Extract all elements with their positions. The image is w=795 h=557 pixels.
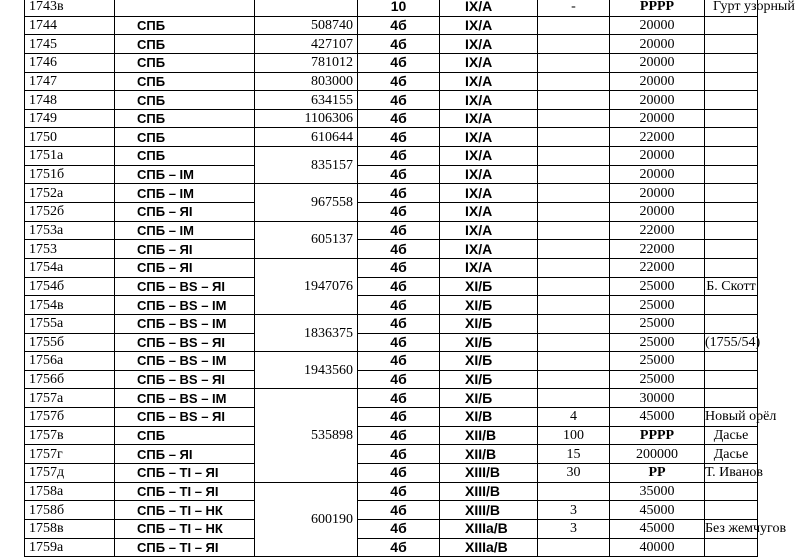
quantity-cell — [538, 184, 610, 203]
table-row — [25, 314, 758, 333]
quantity-cell — [538, 389, 610, 408]
type-cell: IX/А — [440, 109, 538, 128]
catalog-number-cell: 1745 — [25, 35, 115, 54]
catalog-number-cell: 1756б — [25, 370, 115, 389]
catalog-number-cell: 1758в — [25, 519, 115, 538]
catalog-number-cell: 1757г — [25, 445, 115, 464]
note-cell — [705, 184, 758, 203]
mintage-cell: 610644 — [255, 128, 358, 147]
denomination-cell: 4б — [358, 165, 440, 184]
table-row — [25, 296, 758, 315]
price-cell: 20000 — [610, 16, 705, 35]
catalog-number-cell: 1750 — [25, 128, 115, 147]
catalog-number-cell: 1753 — [25, 240, 115, 259]
type-cell: XII/В — [440, 445, 538, 464]
mintage-cell: 781012 — [255, 53, 358, 72]
price-cell: 20000 — [610, 91, 705, 110]
mint-marks-cell: СПБ — [115, 16, 255, 35]
mint-marks-cell: СПБ — [115, 53, 255, 72]
denomination-cell: 4б — [358, 147, 440, 166]
denomination-cell: 4б — [358, 91, 440, 110]
denomination-cell: 4б — [358, 314, 440, 333]
mintage-cell: 967558 — [255, 184, 358, 221]
price-cell: 45000 — [610, 408, 705, 427]
table-row — [25, 538, 758, 557]
mint-marks-cell: СПБ – TI – ЯI — [115, 464, 255, 483]
type-cell: XI/Б — [440, 296, 538, 315]
mint-marks-cell: СПБ – IM — [115, 184, 255, 203]
denomination-cell: 4б — [358, 538, 440, 557]
note-cell — [705, 352, 758, 371]
quantity-cell — [538, 109, 610, 128]
catalog-number-cell: 1757а — [25, 389, 115, 408]
note-cell: Гурт узорный — [705, 0, 758, 16]
note-cell — [705, 482, 758, 501]
mint-marks-cell: СПБ – TI – ЯI — [115, 482, 255, 501]
quantity-cell — [538, 35, 610, 54]
denomination-cell: 4б — [358, 184, 440, 203]
catalog-number-cell: 1743в — [25, 0, 115, 16]
table-row — [25, 352, 758, 371]
denomination-cell: 10 — [358, 0, 440, 16]
note-cell — [705, 221, 758, 240]
price-cell: 25000 — [610, 277, 705, 296]
catalog-number-cell: 1755б — [25, 333, 115, 352]
type-cell: IX/А — [440, 72, 538, 91]
catalog-number-cell: 1744 — [25, 16, 115, 35]
mintage-cell: 508740 — [255, 16, 358, 35]
table-row — [25, 519, 758, 538]
denomination-cell: 4б — [358, 109, 440, 128]
table-row — [25, 277, 758, 296]
price-cell: РРРР — [610, 0, 705, 16]
denomination-cell: 4б — [358, 203, 440, 222]
price-cell: 20000 — [610, 72, 705, 91]
table-row — [25, 221, 758, 240]
type-cell: IX/А — [440, 0, 538, 16]
catalog-number-cell: 1755а — [25, 314, 115, 333]
denomination-cell: 4б — [358, 128, 440, 147]
denomination-cell: 4б — [358, 53, 440, 72]
denomination-cell: 4б — [358, 445, 440, 464]
price-cell: 25000 — [610, 333, 705, 352]
mint-marks-cell: СПБ — [115, 109, 255, 128]
mintage-cell: 1836375 — [255, 314, 358, 351]
quantity-cell — [538, 128, 610, 147]
table-row — [25, 482, 758, 501]
price-cell: РРРР — [610, 426, 705, 445]
mint-marks-cell: СПБ – BS – IM — [115, 352, 255, 371]
denomination-cell: 4б — [358, 240, 440, 259]
table-row — [25, 426, 758, 445]
mintage-cell: 605137 — [255, 221, 358, 258]
price-cell: 22000 — [610, 258, 705, 277]
type-cell: IX/А — [440, 16, 538, 35]
mint-marks-cell: СПБ – BS – IM — [115, 296, 255, 315]
denomination-cell: 4б — [358, 221, 440, 240]
table-row — [25, 464, 758, 483]
type-cell: IX/А — [440, 184, 538, 203]
price-cell: 22000 — [610, 240, 705, 259]
type-cell: XIII/В — [440, 464, 538, 483]
denomination-cell: 4б — [358, 426, 440, 445]
note-cell: Т. Иванов — [705, 465, 764, 481]
mint-marks-cell: СПБ — [115, 72, 255, 91]
table-row — [25, 333, 758, 352]
note-cell: Б. Скотт — [706, 278, 756, 294]
type-cell: XI/Б — [440, 277, 538, 296]
denomination-cell: 4б — [358, 352, 440, 371]
mint-marks-cell: СПБ – BS – IM — [115, 389, 255, 408]
note-cell — [705, 128, 758, 147]
table-row — [25, 91, 758, 110]
price-cell: РР — [610, 464, 705, 483]
note-cell — [705, 16, 758, 35]
mintage-cell: 427107 — [255, 35, 358, 54]
price-cell: 45000 — [610, 501, 705, 520]
denomination-cell: 4б — [358, 501, 440, 520]
mintage-cell: 835157 — [255, 147, 358, 184]
table-row — [25, 128, 758, 147]
price-cell: 40000 — [610, 538, 705, 557]
catalog-number-cell: 1754а — [25, 258, 115, 277]
quantity-cell — [538, 240, 610, 259]
note-cell — [705, 501, 758, 520]
price-cell: 35000 — [610, 482, 705, 501]
type-cell: XIII/В — [440, 482, 538, 501]
note-cell — [705, 296, 758, 315]
mintage-cell: 1943560 — [255, 352, 358, 389]
note-cell — [705, 53, 758, 72]
mintage-cell: 634155 — [255, 91, 358, 110]
price-cell: 20000 — [610, 109, 705, 128]
table-row — [25, 408, 758, 427]
mint-marks-cell: СПБ — [115, 35, 255, 54]
type-cell: IX/А — [440, 221, 538, 240]
mint-marks-cell: СПБ — [115, 91, 255, 110]
type-cell: XI/Б — [440, 314, 538, 333]
catalog-number-cell: 1759а — [25, 538, 115, 557]
mint-marks-cell: СПБ – IM — [115, 165, 255, 184]
mint-marks-cell: СПБ – BS – ЯI — [115, 277, 255, 296]
mint-marks-cell: СПБ – BS – ЯI — [115, 408, 255, 427]
note-cell: Без жемчугов — [705, 521, 787, 537]
mintage-cell: 1106306 — [255, 109, 358, 128]
type-cell: IX/А — [440, 203, 538, 222]
note-cell: Новый орёл — [705, 409, 777, 425]
table-row — [25, 16, 758, 35]
note-cell — [705, 203, 758, 222]
mint-marks-cell: СПБ – ЯI — [115, 240, 255, 259]
price-cell: 25000 — [610, 370, 705, 389]
price-cell: 25000 — [610, 296, 705, 315]
table-row — [25, 109, 758, 128]
type-cell: XI/Б — [440, 333, 538, 352]
note-cell — [705, 109, 758, 128]
price-cell: 30000 — [610, 389, 705, 408]
table-row — [25, 35, 758, 54]
price-cell: 20000 — [610, 53, 705, 72]
note-cell — [705, 35, 758, 54]
note-cell — [705, 240, 758, 259]
quantity-cell — [538, 72, 610, 91]
mint-marks-cell: СПБ – BS – ЯI — [115, 370, 255, 389]
catalog-number-cell: 1758б — [25, 501, 115, 520]
table-row — [25, 53, 758, 72]
type-cell: IX/А — [440, 258, 538, 277]
mintage-cell: 1947076 — [255, 258, 358, 314]
type-cell: XIIIа/В — [440, 538, 538, 557]
note-cell — [705, 314, 758, 333]
mint-marks-cell: СПБ – BS – ЯI — [115, 333, 255, 352]
denomination-cell: 4б — [358, 72, 440, 91]
type-cell: IX/А — [440, 35, 538, 54]
catalog-number-cell: 1754в — [25, 296, 115, 315]
type-cell: IX/А — [440, 147, 538, 166]
table-row — [25, 445, 758, 464]
type-cell: IX/А — [440, 128, 538, 147]
quantity-cell — [538, 296, 610, 315]
note-cell — [705, 389, 758, 408]
table-row — [25, 184, 758, 203]
denomination-cell: 4б — [358, 277, 440, 296]
price-cell: 200000 — [610, 445, 705, 464]
mint-marks-cell: СПБ – ЯI — [115, 258, 255, 277]
mint-marks-cell: СПБ – ЯI — [115, 445, 255, 464]
note-cell: Дасье — [705, 426, 758, 445]
note-cell — [705, 370, 758, 389]
quantity-cell: 15 — [538, 445, 610, 464]
quantity-cell: - — [538, 0, 610, 16]
type-cell: XI/В — [440, 408, 538, 427]
quantity-cell: 100 — [538, 426, 610, 445]
note-cell: Дасье — [705, 445, 758, 464]
price-cell: 22000 — [610, 221, 705, 240]
quantity-cell — [538, 333, 610, 352]
catalog-number-cell: 1757д — [25, 464, 115, 483]
note-cell — [705, 538, 758, 557]
price-cell: 22000 — [610, 128, 705, 147]
note-cell — [705, 258, 758, 277]
mint-marks-cell: СПБ – TI – ЯI — [115, 538, 255, 557]
quantity-cell — [538, 165, 610, 184]
price-cell: 25000 — [610, 314, 705, 333]
mint-marks-cell: СПБ – ЯI — [115, 203, 255, 222]
quantity-cell — [538, 203, 610, 222]
type-cell: XI/Б — [440, 370, 538, 389]
type-cell: XIII/В — [440, 501, 538, 520]
mint-marks-cell: СПБ – TI – НК — [115, 519, 255, 538]
price-cell: 25000 — [610, 352, 705, 371]
catalog-number-cell: 1749 — [25, 109, 115, 128]
mint-marks-cell: СПБ – TI – НК — [115, 501, 255, 520]
denomination-cell: 4б — [358, 296, 440, 315]
type-cell: IX/А — [440, 165, 538, 184]
catalog-number-cell: 1751б — [25, 165, 115, 184]
table-row — [25, 147, 758, 166]
coin-catalog-table — [24, 0, 795, 557]
quantity-cell — [538, 277, 610, 296]
mint-marks-cell: СПБ – BS – IM — [115, 314, 255, 333]
note-cell — [705, 72, 758, 91]
price-cell: 45000 — [610, 519, 705, 538]
note-cell — [705, 165, 758, 184]
mint-marks-cell: СПБ — [115, 147, 255, 166]
denomination-cell: 4б — [358, 16, 440, 35]
type-cell: IX/А — [440, 53, 538, 72]
denomination-cell: 4б — [358, 408, 440, 427]
denomination-cell: 4б — [358, 389, 440, 408]
catalog-number-cell: 1746 — [25, 53, 115, 72]
table-row — [25, 165, 758, 184]
quantity-cell — [538, 147, 610, 166]
table-row — [25, 389, 758, 408]
type-cell: XI/Б — [440, 389, 538, 408]
denomination-cell: 4б — [358, 35, 440, 54]
quantity-cell — [538, 91, 610, 110]
price-cell: 20000 — [610, 35, 705, 54]
catalog-number-cell: 1748 — [25, 91, 115, 110]
type-cell: XI/Б — [440, 352, 538, 371]
quantity-cell: 30 — [538, 464, 610, 483]
note-cell: (1755/54) — [705, 334, 761, 350]
table-row — [25, 240, 758, 259]
catalog-number-cell: 1754б — [25, 277, 115, 296]
type-cell: IX/А — [440, 91, 538, 110]
catalog-number-cell: 1752б — [25, 203, 115, 222]
quantity-cell — [538, 53, 610, 72]
denomination-cell: 4б — [358, 258, 440, 277]
quantity-cell — [538, 370, 610, 389]
quantity-cell — [538, 314, 610, 333]
table-row — [25, 0, 758, 16]
quantity-cell — [538, 482, 610, 501]
mint-marks-cell: СПБ — [115, 426, 255, 445]
quantity-cell — [538, 16, 610, 35]
quantity-cell — [538, 352, 610, 371]
quantity-cell: 4 — [538, 408, 610, 427]
catalog-number-cell: 1752а — [25, 184, 115, 203]
catalog-number-cell: 1747 — [25, 72, 115, 91]
mint-marks-cell — [115, 0, 255, 16]
mint-marks-cell: СПБ — [115, 128, 255, 147]
price-cell: 20000 — [610, 203, 705, 222]
type-cell: XIIIа/В — [440, 519, 538, 538]
table-row — [25, 501, 758, 520]
type-cell: XII/В — [440, 426, 538, 445]
denomination-cell: 4б — [358, 519, 440, 538]
denomination-cell: 4б — [358, 482, 440, 501]
note-cell — [705, 147, 758, 166]
quantity-cell: 3 — [538, 501, 610, 520]
catalog-number-cell: 1753а — [25, 221, 115, 240]
quantity-cell — [538, 221, 610, 240]
type-cell: IX/А — [440, 240, 538, 259]
table-row — [25, 203, 758, 222]
catalog-number-cell: 1758а — [25, 482, 115, 501]
catalog-number-cell: 1756а — [25, 352, 115, 371]
denomination-cell: 4б — [358, 370, 440, 389]
table-row — [25, 370, 758, 389]
quantity-cell — [538, 538, 610, 557]
mintage-cell — [255, 0, 358, 16]
price-cell: 20000 — [610, 184, 705, 203]
quantity-cell: 3 — [538, 519, 610, 538]
mintage-cell: 803000 — [255, 72, 358, 91]
mintage-cell: 600190 — [255, 482, 358, 557]
table-row — [25, 72, 758, 91]
mint-marks-cell: СПБ – IM — [115, 221, 255, 240]
catalog-number-cell: 1751а — [25, 147, 115, 166]
table-row — [25, 258, 758, 277]
catalog-number-cell: 1757в — [25, 426, 115, 445]
price-cell: 20000 — [610, 165, 705, 184]
note-cell — [705, 91, 758, 110]
catalog-number-cell: 1757б — [25, 408, 115, 427]
mintage-cell: 535898 — [255, 389, 358, 482]
denomination-cell: 4б — [358, 464, 440, 483]
price-cell: 20000 — [610, 147, 705, 166]
denomination-cell: 4б — [358, 333, 440, 352]
quantity-cell — [538, 258, 610, 277]
